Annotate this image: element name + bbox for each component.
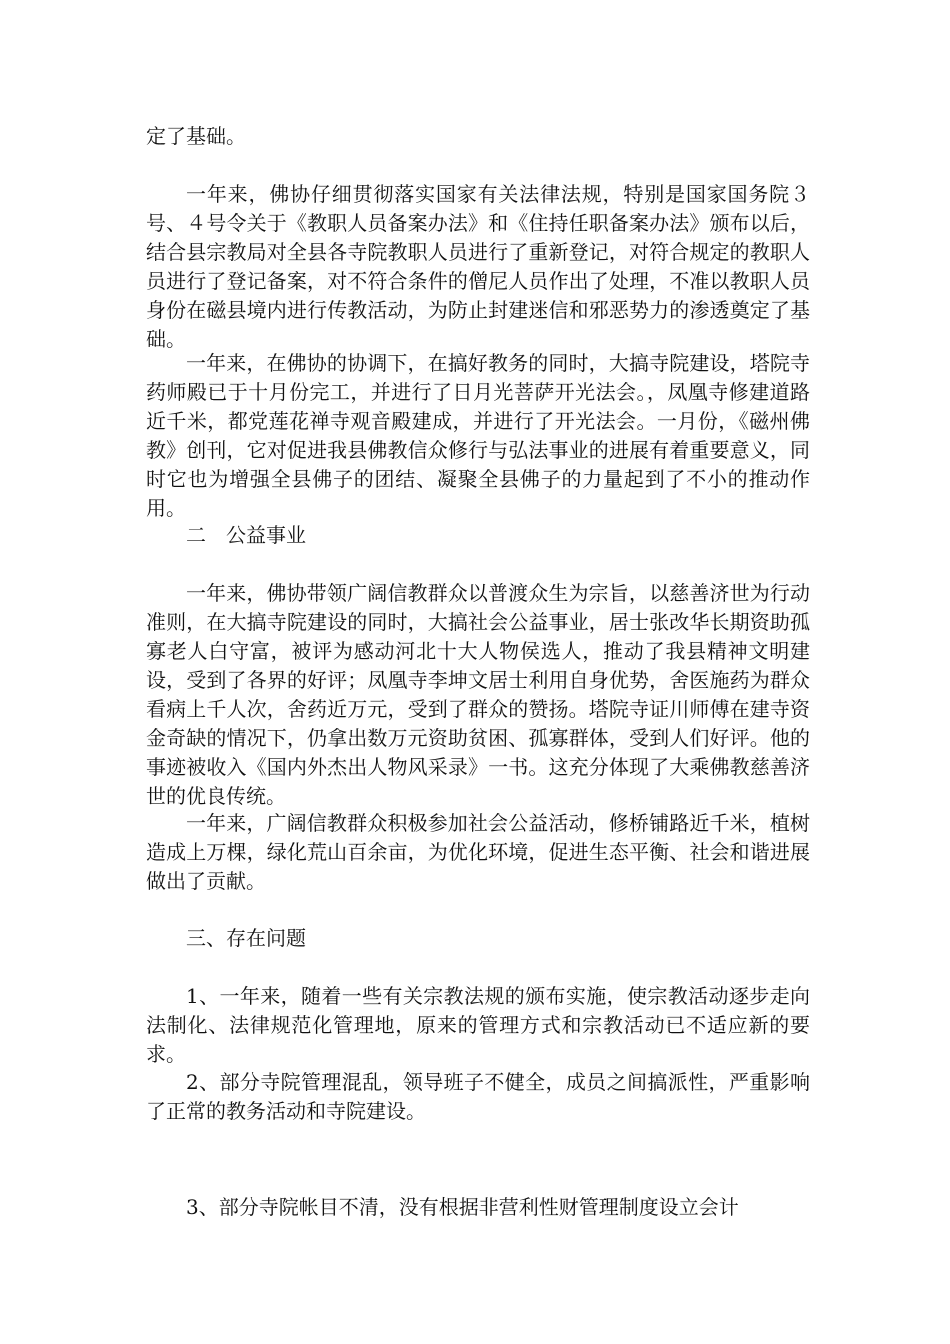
- paragraph-temple-construction: 一年来，在佛协的协调下，在搞好教务的同时，大搞寺院建设，塔院寺药师殿已于十月份完工，并进行了日月光菩萨开光法会。，凤凰寺修建道路近千米，都党莲花禅寺观音殿建成，并进行了开光法会。一月份，《磁州佛教》创刊，它对促进我县佛教信众修行与弘法事业的进展有着重要意义，同时它也为增强全县佛子的团结、凝聚全县佛子的力量起到了不小的推动作用。: [146, 351, 810, 520]
- paragraph-charity: 一年来，佛协带领广阔信教群众以普渡众生为宗旨，以慈善济世为行动准则，在大搞寺院建设的同时，大搞社会公益事业，居士张改华长期资助孤寡老人白守富，被评为感动河北十大人物侯选人，推动了我县精神文明建设，受到了各界的好评；凤凰寺李坤文居士利用自身优势，舍医施药为群众看病上千人次，舍药近万元，受到了群众的赞扬。塔院寺证川师傅在建寺资金奇缺的情况下，仍拿出数万元资助贫困、孤寡群体，受到人们好评。他的事迹被收入《国内外杰出人物风采录》一书。这充分体现了大乘佛教慈善济世的优良传统。: [146, 581, 810, 808]
- section-heading-public-welfare: 二 公益事业: [186, 523, 306, 547]
- section-heading-problems: 三、存在问题: [186, 926, 306, 950]
- paragraph-problem-2: 2、部分寺院管理混乱，领导班子不健全，成员之间搞派性，严重影响了正常的教务活动和寺院建设。: [146, 1070, 810, 1123]
- paragraph-law-implementation: 一年来，佛协仔细贯彻落实国家有关法律法规，特别是国家国务院３号、４号令关于《教职人员备案办法》和《住持任职备案办法》颁布以后，结合县宗教局对全县各寺院教职人员进行了重新登记，对符合规定的教职人员进行了登记备案，对不符合条件的僧尼人员作出了处理，不准以教职人员身份在磁县境内进行传教活动，为防止封建迷信和邪恶势力的渗透奠定了基础。: [146, 182, 810, 351]
- paragraph-problem-1: 1、一年来，随着一些有关宗教法规的颁布实施，使宗教活动逐步走向法制化、法律规范化管理地，原来的管理方式和宗教活动已不适应新的要求。: [146, 984, 810, 1066]
- paragraph-social-activities: 一年来，广阔信教群众积极参加社会公益活动，修桥铺路近千米，植树造成上万棵，绿化荒山百余亩，为优化环境，促进生态平衡、社会和谐进展做出了贡献。: [146, 811, 810, 893]
- paragraph-problem-3: 3、部分寺院帐目不清，没有根据非营利性财管理制度设立会计: [186, 1195, 739, 1219]
- paragraph-continuation: 定了基础。: [146, 124, 246, 148]
